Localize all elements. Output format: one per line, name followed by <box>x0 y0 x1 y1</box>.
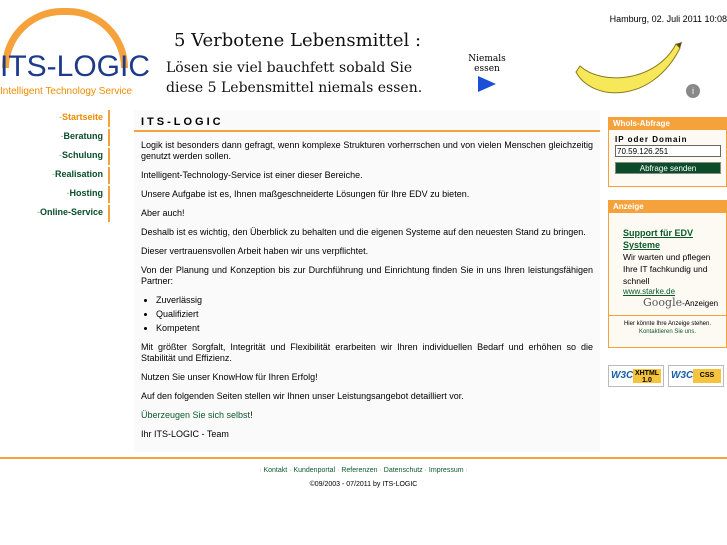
ad-text: Wir warten und pflegen Ihre IT fachkundig und schnell <box>623 252 711 286</box>
paragraph: Unsere Aufgabe ist es, Ihnen maßgeschneiderte Lösungen für Ihre EDV zu bieten. <box>141 189 470 199</box>
page-title: ITS-LOGIC <box>141 116 224 128</box>
link-suffix: ! <box>250 410 253 420</box>
right-sidebar <box>608 117 727 384</box>
ad-essen-text: essen <box>474 64 500 74</box>
copyright: ©09/2003 - 07/2011 by ITS-LOGIC <box>309 481 418 488</box>
feature-list <box>141 295 593 334</box>
nav-dash: - <box>58 112 62 122</box>
ad-banner-line2[interactable]: diese 5 Lebensmittel niemals essen. <box>166 80 423 96</box>
paragraph: Intelligent-Technology-Service ist einer dieser Bereiche. <box>141 170 363 180</box>
link-paragraph <box>141 410 593 421</box>
anzeigen-label: -Anzeigen <box>682 299 719 308</box>
footer-divider <box>0 457 727 459</box>
footer-links <box>0 467 727 474</box>
nav-dash: - <box>60 131 64 141</box>
nav-item-startseite[interactable] <box>0 110 110 127</box>
xhtml-tag <box>633 369 661 383</box>
sidebar-nav <box>0 110 110 224</box>
datetime: Hamburg, 02. Juli 2011 10:08 <box>609 14 727 24</box>
css-tag: CSS <box>693 369 721 383</box>
ad-inner[interactable] <box>609 213 726 309</box>
nav-item-label: Startseite <box>61 112 103 122</box>
footer-sep: · <box>259 467 264 474</box>
badge-tag-line2: 1.0 <box>642 377 652 384</box>
footer-link-kontakt[interactable]: Kontakt <box>263 467 288 474</box>
ad-title-link[interactable]: Support für EDV Systeme <box>623 228 693 250</box>
ad-niemals-text: Niemals <box>468 54 506 64</box>
footer-sep: · <box>287 467 294 474</box>
whois-label: IP oder Domain <box>615 135 688 144</box>
nav-item-label: Hosting <box>69 188 103 198</box>
google-ads-label[interactable] <box>643 296 719 309</box>
footer-link-impressum[interactable]: Impressum <box>428 467 464 474</box>
logo-tagline: Intelligent Technology Service <box>0 86 133 97</box>
nav-dash: - <box>66 188 70 198</box>
paragraph: Auf den folgenden Seiten stellen wir Ihnen unser Leistungsangebot detailliert vor. <box>141 391 464 401</box>
nav-dash: - <box>59 150 62 160</box>
footer-sep: · <box>463 467 468 474</box>
w3c-xhtml-badge[interactable] <box>608 365 664 387</box>
nav-item-schulung[interactable] <box>0 148 110 165</box>
logo[interactable] <box>0 8 151 100</box>
paragraph: Aber auch! <box>141 208 185 218</box>
ad-banner[interactable] <box>160 30 430 100</box>
footer-sep: · <box>377 467 384 474</box>
ad-footer-text: Hier könnte Ihre Anzeige stehen. <box>623 321 712 327</box>
footer-sep: · <box>422 467 429 474</box>
ad-contact-link[interactable]: Kontaktieren Sie uns. <box>638 329 697 335</box>
banana-icon[interactable] <box>572 42 684 98</box>
nav-item-label: Schulung <box>62 150 103 160</box>
nav-item-online-service[interactable] <box>0 205 110 222</box>
nav-item-label: Realisation <box>54 169 103 179</box>
w3c-badges <box>608 365 727 387</box>
nav-item-realisation[interactable] <box>0 167 110 184</box>
ad-header: Anzeige <box>609 201 726 213</box>
paragraph: Dieser vertrauensvollen Arbeit haben wir uns verpflichtet. <box>141 246 369 256</box>
nav-item-beratung[interactable] <box>0 129 110 146</box>
footer-link-datenschutz[interactable]: Datenschutz <box>383 467 423 474</box>
ad-niemals-label[interactable] <box>462 54 512 74</box>
info-icon[interactable]: i <box>686 84 700 98</box>
paragraph: Mit größter Sorgfalt, Integrität und Flexibilität erarbeiten wir Ihren individuellen Bedarf und erhöhen so die Stabilität und Effizienz. <box>141 342 593 363</box>
google-logo: Google <box>643 296 683 309</box>
badge-tag-line1: XHTML <box>634 370 660 377</box>
signature: Ihr ITS-LOGIC - Team <box>141 429 229 439</box>
footer-link-referenzen[interactable]: Referenzen <box>341 467 378 474</box>
paragraph: Logik ist besonders dann gefragt, wenn komplexe Strukturen vorherrschen und von vielen Menschen gleichzeitig genutzt werden sollen. <box>141 140 593 161</box>
ad-banner-title[interactable]: 5 Verbotene Lebensmittel : <box>174 30 422 51</box>
arrow-right-icon[interactable] <box>478 76 496 92</box>
ad-footer <box>609 320 726 336</box>
w3c-css-badge[interactable] <box>668 365 724 387</box>
logo-text: ITS-LOGIC <box>0 50 151 83</box>
paragraph: Von der Planung und Konzeption bis zur Durchführung und Einrichtung finden Sie in uns Ihren leistungsfähigen Partner: <box>141 265 593 286</box>
paragraph: Nutzen Sie unser KnowHow für Ihren Erfolg! <box>141 372 318 382</box>
divider <box>609 315 726 316</box>
nav-dash: - <box>36 207 40 217</box>
main-content <box>134 110 600 452</box>
nav-item-hosting[interactable] <box>0 186 110 203</box>
nav-item-label: Beratung <box>63 131 103 141</box>
w3c-logo: W3C <box>611 370 634 381</box>
list-item: • Qualifiziert <box>156 309 593 320</box>
title-bar <box>134 114 600 132</box>
ad-box <box>608 200 727 348</box>
paragraph: Deshalb ist es wichtig, den Überblick zu behalten und die eigenen Systeme auf den neuesten Stand zu bringen. <box>141 227 586 237</box>
ad-url-link[interactable]: www.starke.de <box>623 287 676 296</box>
nav-item-label: Online-Service <box>39 207 103 217</box>
w3c-logo: W3C <box>671 370 694 381</box>
whois-input[interactable] <box>615 145 721 157</box>
nav-dash: - <box>51 169 55 179</box>
header <box>0 0 727 104</box>
convince-link[interactable]: Überzeugen Sie sich selbst <box>141 410 251 420</box>
ad-banner-line1[interactable]: Lösen sie viel bauchfett sobald Sie <box>166 60 413 76</box>
list-item: • Zuverlässig <box>156 295 593 306</box>
footer-sep: · <box>335 467 342 474</box>
whois-box <box>608 117 727 187</box>
whois-submit-button[interactable]: Abfrage senden <box>615 162 721 174</box>
whois-header: WhoIs-Abfrage <box>609 118 726 130</box>
content-body <box>141 140 593 448</box>
footer-link-kundenportal[interactable]: Kundenportal <box>293 467 336 474</box>
list-item: • Kompetent <box>156 323 593 334</box>
